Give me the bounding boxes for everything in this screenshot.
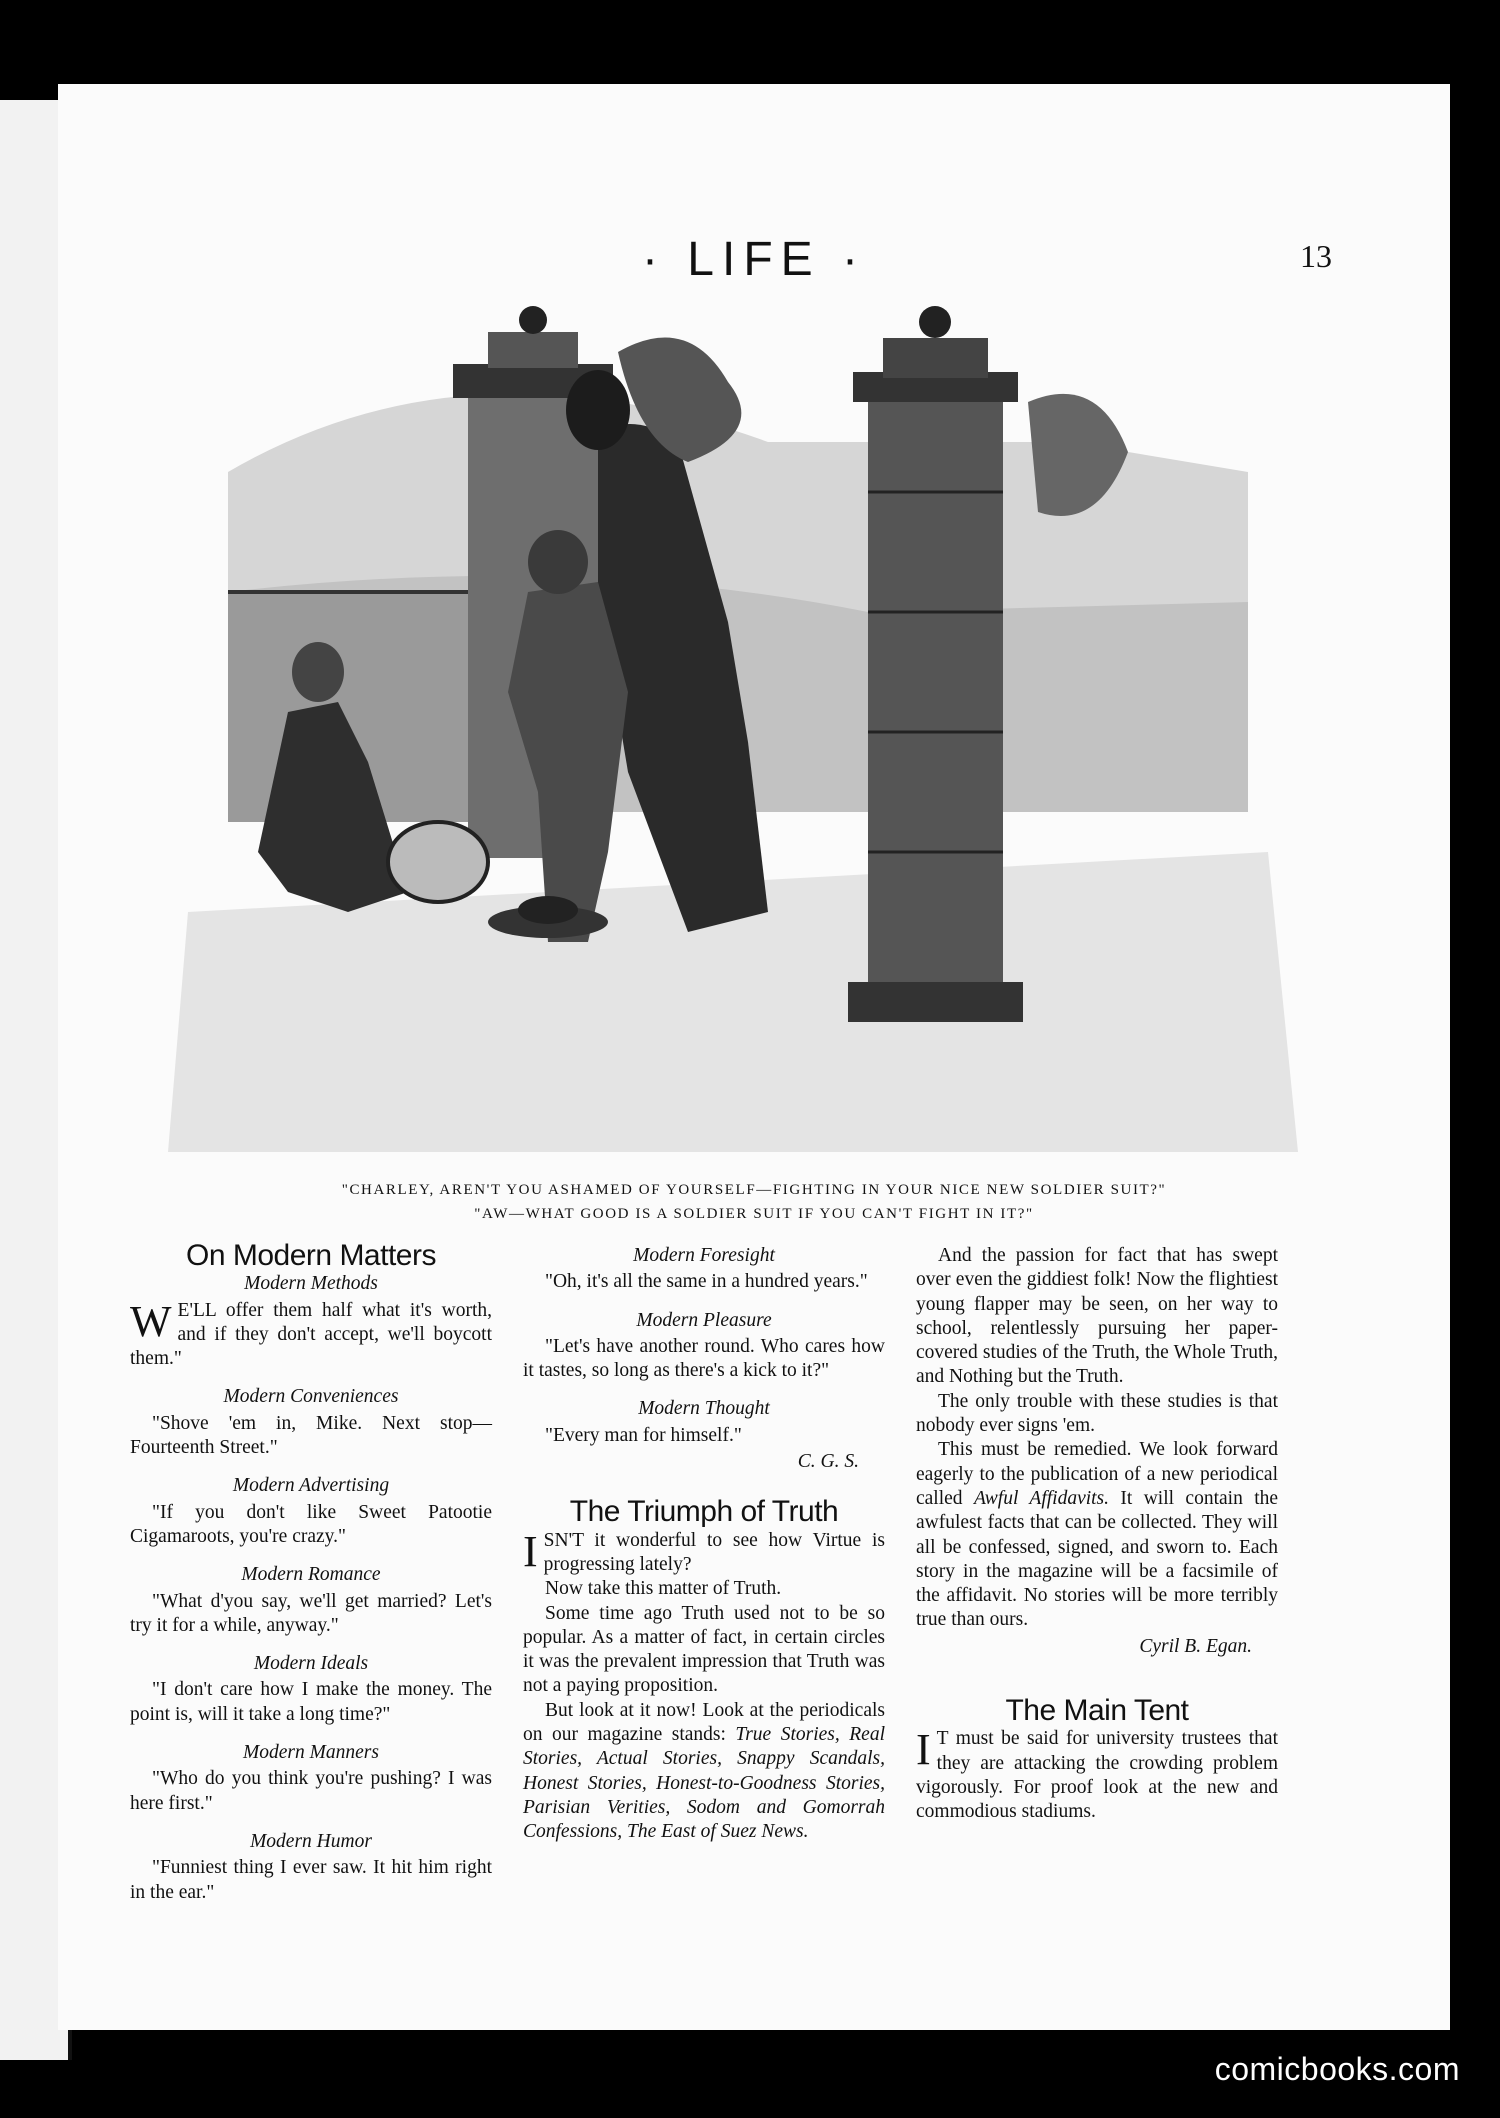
paragraph: "If you don't like Sweet Patootie Cigamaroots, you're crazy." [130, 1501, 492, 1547]
article-title: On Modern Matters [186, 1239, 436, 1272]
paragraph [523, 1526, 885, 1578]
paragraph [916, 1438, 1278, 1632]
drop-cap: I [523, 1526, 538, 1576]
paragraph: Now take this matter of Truth. [545, 1578, 782, 1600]
column-left [130, 1239, 492, 1905]
masthead: · LIFE · [641, 233, 866, 286]
column-middle [523, 1244, 885, 1845]
author-signature: C. G. S. [797, 1451, 859, 1473]
caption-line: "CHARLEY, AREN'T YOU ASHAMED OF YOURSELF—FIGHTING IN YOUR NICE NEW SOLDIER SUIT?" [341, 1182, 1167, 1198]
paragraph: "Let's have another round. Who cares how it tastes, so long as there's a kick to it?" [523, 1335, 885, 1382]
section-heading: Modern Humor [250, 1830, 372, 1852]
page-number: 13 [1300, 238, 1332, 274]
paragraph-text: But look at it now! Look at the periodicals on our magazine stands: [523, 1699, 885, 1746]
paragraph: Some time ago Truth used not to be so popular. As a matter of fact, in certain circles it was the prevalent impression that Truth was not a paying proposition. [523, 1602, 885, 1697]
magazine-page [58, 84, 1450, 2030]
magazine-titles: True Stories, Real Stories, Actual Stories, Snappy Scandals, Honest Stories, Honest-to-Goodness Stories, Parisian Verities, Sodom and Gomorrah Confessions, The East of Suez News. [523, 1724, 885, 1843]
magazine-title: Awful Affidavits. [973, 1487, 1110, 1509]
paragraph [523, 1699, 885, 1845]
section-heading: Modern Conveniences [223, 1386, 399, 1408]
section-heading: Modern Ideals [253, 1653, 369, 1675]
section-heading: Modern Foresight [633, 1245, 775, 1266]
paragraph: "Every man for himself." [545, 1424, 742, 1446]
caption-line: "AW—WHAT GOOD IS A SOLDIER SUIT IF YOU CAN'T FIGHT IN IT?" [474, 1206, 1034, 1222]
section-heading: Modern Manners [243, 1742, 379, 1764]
paragraph-text: T must be said for university trustees that they are attacking the crowding problem vigorously. For proof look at the new and commodious stadiums. [916, 1728, 1278, 1823]
section-heading: Modern Methods [244, 1273, 378, 1295]
paragraph-text: It will contain the awfulest facts that can be collected. They will all be confessed, signed, and sworn to. Each story in the magazine will be a facsimile of the affidavit. No stories will be more terribly true than ours. [916, 1487, 1279, 1631]
article-title: The Main Tent [1005, 1694, 1189, 1728]
paragraph-text: SN'T it wonderful to see how Virtue is progressing lately? [543, 1529, 885, 1575]
column-right [916, 1244, 1278, 1825]
paragraph: The only trouble with these studies is that nobody ever signs 'em. [916, 1390, 1278, 1437]
drop-cap: I [916, 1725, 931, 1775]
section-heading: Modern Pleasure [636, 1309, 772, 1331]
author-signature: Cyril B. Egan. [1139, 1635, 1252, 1657]
paragraph: "Oh, it's all the same in a hundred years." [545, 1271, 868, 1293]
paragraph: "Shove 'em in, Mike. Next stop—Fourteenth Street." [130, 1412, 492, 1459]
section-heading: Modern Romance [241, 1564, 381, 1586]
drop-cap: W [130, 1296, 172, 1346]
cartoon-illustration [168, 292, 1298, 1162]
watermark: comicbooks.com [1214, 2051, 1460, 2087]
paragraph: And the passion for fact that has swept over even the giddiest folk! Now the flightiest young flapper may be seen, on her way to school, relentlessly pursuing her paper-covered studies of the Truth, the Whole Truth, and Nothing but the Truth. [916, 1245, 1278, 1388]
paragraph: "I don't care how I make the money. The point is, will it take a long time?" [130, 1679, 492, 1725]
illustration-caption [58, 1178, 1450, 1226]
paragraph [130, 1296, 492, 1372]
section-heading: Modern Advertising [232, 1475, 390, 1497]
article-title: The Triumph of Truth [569, 1495, 839, 1529]
paragraph-text: This must be remedied. We look forward eagerly to the publication of a new periodical called [916, 1439, 1278, 1509]
paragraph: "What d'you say, we'll get married? Let's try it for a while, anyway." [130, 1590, 492, 1636]
paragraph: "Who do you think you're pushing? I was here first." [130, 1768, 492, 1814]
section-heading: Modern Thought [638, 1398, 770, 1420]
paragraph [916, 1727, 1278, 1824]
paragraph-text: E'LL offer them half what it's worth, and if they don't accept, we'll boycott them." [130, 1299, 492, 1370]
paragraph: "Funniest thing I ever saw. It hit him right in the ear." [130, 1857, 492, 1903]
